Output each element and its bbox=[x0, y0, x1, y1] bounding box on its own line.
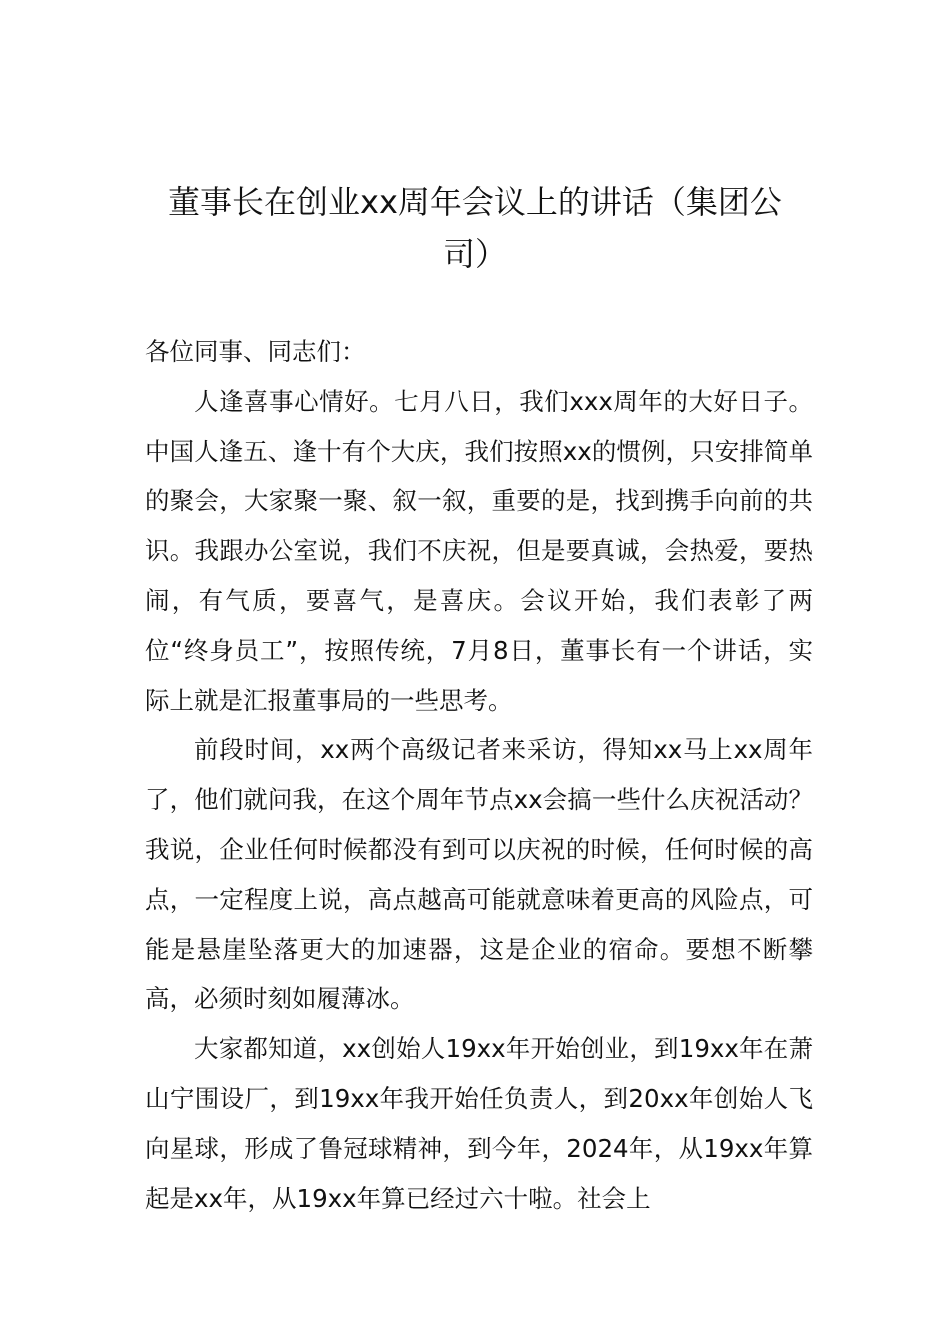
paragraph-3: 大家都知道，xx创始人19xx年开始创业，到19xx年在萧山宁围设厂，到19xx年我开始任负责人，到20xx年创始人飞向星球，形成了鲁冠球精神，到今年，2024年，从19xx年算起是xx年，从19xx年算已经过六十啦。社会上 bbox=[145, 1034, 813, 1213]
document-body bbox=[145, 327, 813, 1223]
salutation: 各位同事、同志们： bbox=[145, 337, 366, 366]
paragraph-1: 人逢喜事心情好。七月八日，我们xxx周年的大好日子。中国人逢五、逢十有个大庆，我们按照xx的惯例，只安排简单的聚会，大家聚一聚、叙一叙，重要的是，找到携手向前的共识。我跟办公室说，我们不庆祝，但是要真诚，会热爱，要热闹，有气质，要喜气，是喜庆。会议开始，我们表彰了两位“终身员工”，按照传统，7月8日，董事长有一个讲话，实际上就是汇报董事局的一些思考。 bbox=[145, 386, 813, 715]
paragraph-2: 前段时间，xx两个高级记者来采访，得知xx马上xx周年了，他们就问我，在这个周年节点xx会搞一些什么庆祝活动？我说，企业任何时候都没有到可以庆祝的时候，任何时候的高点，一定程度上说，高点越高可能就意味着更高的风险点，可能是悬崖坠落更大的加速器，这是企业的宿命。要想不断攀高，必须时刻如履薄冰。 bbox=[145, 735, 813, 1014]
document-title: 董事长在创业xx周年会议上的讲话（集团公司） bbox=[168, 183, 782, 273]
